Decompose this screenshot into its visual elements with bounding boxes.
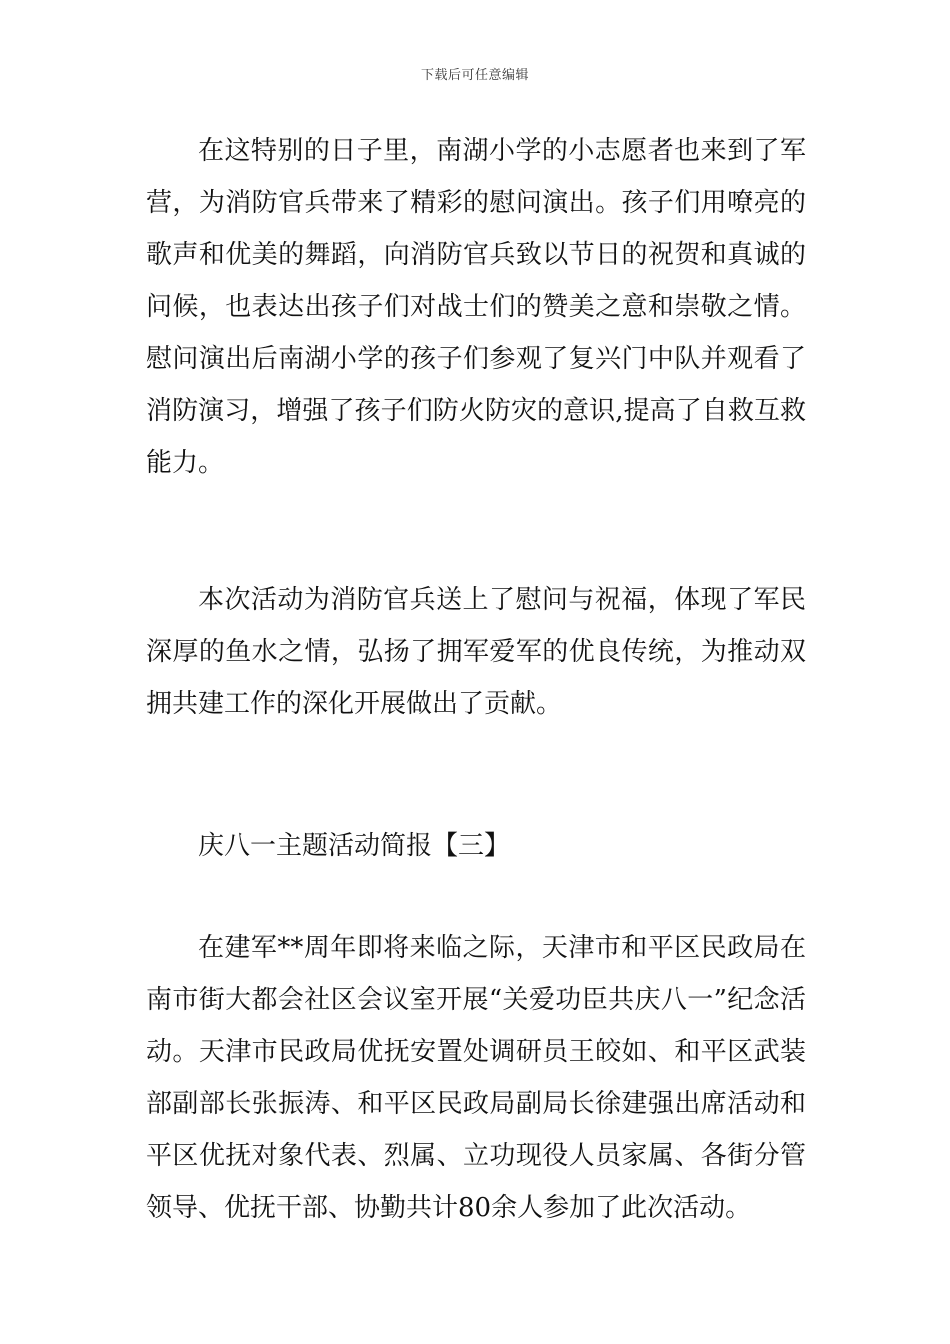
body-paragraph-1: 在这特别的日子里，南湖小学的小志愿者也来到了军营，为消防官兵带来了精彩的慰问演出。孩子们用嘹亮的歌声和优美的舞蹈，向消防官兵致以节日的祝贺和真诚的问候，也表达出孩子们对战士们的赞美之意和崇敬之情。慰问演出后南湖小学的孩子们参观了复兴门中队并观看了消防演习，增强了孩子们防火防灾的意识,提高了自救互救能力。 xyxy=(146,136,806,478)
section-title: 庆八一主题活动简报【三】 xyxy=(198,831,511,861)
section-paragraph: 在建军**周年即将来临之际，天津市和平区民政局在南市街大都会社区会议室开展“关爱功臣共庆八一”纪念活动。天津市民政局优抚安置处调研员王皎如、和平区武装部副部长张振涛、和平区民政局副局长徐建强出席活动和平区优抚对象代表、烈属、立功现役人员家属、各街分管领导、优抚干部、协勤共计80余人参加了此次活动。 xyxy=(146,933,806,1223)
page-header: 下载后可任意编辑 xyxy=(420,68,529,83)
body-paragraph-2: 本次活动为消防官兵送上了慰问与祝福，体现了军民深厚的鱼水之情，弘扬了拥军爱军的优良传统，为推动双拥共建工作的深化开展做出了贡献。 xyxy=(146,585,806,719)
